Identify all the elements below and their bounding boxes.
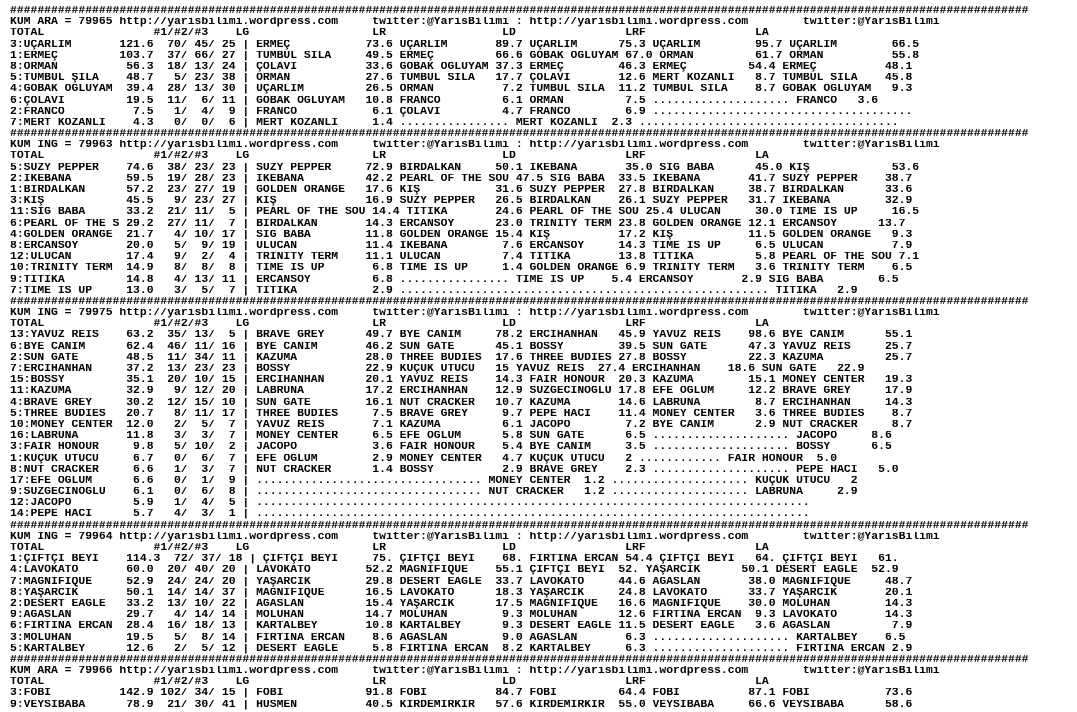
report-line: 15:BOSSY 35.1 20/ 10/ 15 | ERCİHANHAN 20.1 YAVUZ REİS 14.3 FAIR HONOUR 20.3 KAZUMA 15.1 MONEY CENTER 19.3 bbox=[10, 375, 913, 387]
report-line: 11:SIĞ BABA 33.2 21/ 11/ 5 | PEARL OF THE SOU 14.4 TİTİKA 24.6 PEARL OF THE SOU 25.4 ULUCAN 30.0 TIME IS UP 16.5 bbox=[10, 207, 920, 219]
report-line: 3:FOBİ 142.9 102/ 34/ 15 | FOBİ 91.8 FOBİ 84.7 FOBİ 64.4 FOBİ 87.1 FOBİ 73.6 bbox=[10, 688, 913, 700]
report-line: 3:FAIR HONOUR 9.8 5/ 10/ 2 | JACOPO 3.6 FAIR HONOUR 5.4 BYE CANIM 3.5 .................... BOSSY 6.5 bbox=[10, 442, 892, 454]
report-line: 6:ÇOLAVI 19.5 11/ 6/ 11 | GOBAK OĞLUYAM 10.8 FRANCO 6.1 ORMAN 7.5 .................... FRANCO 3.6 bbox=[10, 95, 879, 107]
report-line: 11:KAZUMA 32.9 9/ 12/ 20 | LABRUNA 17.2 ERCİHANHAN 12.9 SÜZGECİNOĞLU 17.8 EFE OĞLUM 12.2 BRAVE GREY 17.9 bbox=[10, 386, 913, 398]
report-line: 3:KIŞ 45.5 9/ 23/ 27 | KIŞ 16.9 SUZY PEPPER 26.5 BİRDALKAN 26.1 SUZY PEPPER 31.7 İKEBANA 32.9 bbox=[10, 196, 913, 208]
report-line: TOTAL #1/#2/#3 LG LR LD LRF LA bbox=[10, 677, 769, 689]
report-line: 8:YAŞARCIK 50.1 14/ 14/ 37 | MAGNİFİQUE 16.5 LAVOKATO 18.3 YAŞARCIK 24.8 LAVOKATO 33.7 YAŞARCIK 20.1 bbox=[10, 587, 913, 599]
report-line: KUM ARA = 79965 http://yarisbilimi.wordpress.com twitter:@YarisBilimi : http://yarisbilimi.wordpress.com twitter:@YarisBilimi bbox=[10, 17, 940, 29]
report-line: 8:ERCANSOY 20.0 5/ 9/ 19 | ULUCAN 11.4 İKEBANA 7.6 ERCANSOY 14.3 TIME IS UP 6.5 ULUCAN 7.9 bbox=[10, 240, 913, 252]
report-line: 7:TIME IS UP 13.0 3/ 5/ 7 | TİTİKA 2.9 ...................................................... TİTİKA 2.9 bbox=[10, 285, 858, 297]
report-line: 5:KARTALBEY 12.6 2/ 5/ 12 | DESERT EAGLE 5.8 FIRTINA ERCAN 8.2 KARTALBEY 6.3 .................... FIRTINA ERCAN 2.9 bbox=[10, 643, 913, 655]
report-line: 2:DESERT EAGLE 33.2 13/ 10/ 22 | AĞASLAN 15.4 YAŞARCIK 17.5 MAGNİFİQUE 16.6 MAGNİFİQUE 30.0 MOLUHAN 14.3 bbox=[10, 598, 913, 610]
report-line: 7:MERT KOZANLI 4.3 0/ 0/ 6 | MERT KOZANLI 1.4 ................ MERT KOZANLI 2.3 ...................................... bbox=[10, 117, 899, 129]
report-line: 5:THREE BUDIES 20.7 8/ 11/ 17 | THREE BUDIES 7.5 BRAVE GREY 9.7 PEPE HACI 11.4 MONEY CENTER 3.6 THREE BUDIES 8.7 bbox=[10, 408, 913, 420]
report-line: 16:LABRUNA 11.8 3/ 3/ 7 | MONEY CENTER 6.5 EFE OĞLUM 5.8 SUN GATE 6.5 .................... JACOPO 8.6 bbox=[10, 431, 892, 443]
report-line: 1:ERMEÇ 103.7 37/ 66/ 27 | TUMBUL SILA 49.5 ERMEÇ 66.6 GOBAK OĞLUYAM 67.0 ORMAN 61.7 ORMAN 55.8 bbox=[10, 50, 920, 62]
report-line: 5:SUZY PEPPER 74.6 38/ 23/ 23 | SUZY PEPPER 72.9 BİRDALKAN 50.1 İKEBANA 35.0 SIĞ BABA 45.0 KIŞ 53.6 bbox=[10, 162, 920, 174]
report-line: KUM ING = 79964 http://yarisbilimi.wordpress.com twitter:@YarisBilimi : http://yarisbilimi.wordpress.com twitter:@YarisBilimi bbox=[10, 531, 940, 543]
report-line: 4:GOLDEN ORANGE 21.7 4/ 10/ 17 | SIĞ BABA 11.8 GOLDEN ORANGE 15.4 KIŞ 17.2 KIŞ 11.5 GOLDEN ORANGE 9.3 bbox=[10, 229, 913, 241]
report-line: 10:TRINITY TERM 14.9 8/ 8/ 8 | TIME IS UP 6.8 TIME IS UP 1.4 GOLDEN ORANGE 6.9 TRINITY TERM 3.6 TRINITY TERM 6.5 bbox=[10, 263, 913, 275]
report-line: 8:ORMAN 56.3 18/ 13/ 24 | ÇOLAVI 33.6 GOBAK OĞLUYAM 37.3 ERMEÇ 46.3 ERMEÇ 54.4 ERMEÇ 48.1 bbox=[10, 61, 913, 73]
report-line: 9:VEYSİBABA 78.9 21/ 30/ 41 | HÜSMEN 40.5 KIRDEMİRKIR 57.6 KIRDEMİRKIR 55.0 VEYSİBABA 66.6 VEYSİBABA 58.6 bbox=[10, 699, 913, 711]
report-line: 2:İKEBANA 59.5 19/ 28/ 23 | İKEBANA 42.2 PEARL OF THE SOU 47.5 SIĞ BABA 33.5 İKEBANA 41.7 SUZY PEPPER 38.7 bbox=[10, 173, 913, 185]
report-line: 3:UÇARLIM 121.6 70/ 45/ 25 | ERMEÇ 73.6 UÇARLIM 89.7 UÇARLIM 75.3 UÇARLIM 95.7 UÇARLIM 66.5 bbox=[10, 39, 920, 51]
report-line: 1:BİRDALKAN 57.2 23/ 27/ 19 | GOLDEN ORANGE 17.6 KIŞ 31.6 SUZY PEPPER 27.8 BİRDALKAN 38.7 BİRDALKAN 33.6 bbox=[10, 185, 913, 196]
report-line: 6:BYE CANIM 62.4 46/ 11/ 16 | BYE CANIM 46.2 SUN GATE 45.1 BOSSY 39.5 SUN GATE 47.3 YAVUZ REİS 25.7 bbox=[10, 341, 913, 353]
report-line: 13:YAVUZ REİS 63.2 35/ 13/ 5 | BRAVE GREY 49.7 BYE CANIM 78.2 ERCİHANHAN 45.9 YAVUZ REİS 98.6 BYE CANIM 55.1 bbox=[10, 330, 913, 342]
report-line: TOTAL #1/#2/#3 LG LR LD LRF LA bbox=[10, 151, 769, 163]
report-line: 9:TİTİKA 14.8 4/ 13/ 11 | ERCANSOY 6.8 ................ TIME IS UP 5.4 ERCANSOY 2.9 SIĞ BABA 6.5 bbox=[10, 274, 899, 286]
report-line: 9:AĞASLAN 29.7 4/ 14/ 14 | MOLUHAN 14.7 MOLUHAN 9.3 MOLUHAN 12.6 FIRTINA ERCAN 9.3 LAVOKATO 14.3 bbox=[10, 610, 913, 622]
report-line: 8:NUT CRACKER 6.6 1/ 3/ 7 | NUT CRACKER 1.4 BOSSY 2.9 BRAVE GREY 2.3 .................... PEPE HACI 5.0 bbox=[10, 464, 899, 476]
report-line: 6:FIRTINA ERCAN 28.4 16/ 18/ 13 | KARTALBEY 10.8 KARTALBEY 9.3 DESERT EAGLE 11.5 DESERT EAGLE 3.6 AĞASLAN 7.9 bbox=[10, 621, 913, 633]
separator-line: ##################################################################################################################################################### bbox=[10, 520, 1029, 532]
separator-line: ##################################################################################################################################################### bbox=[10, 6, 1029, 17]
separator-line: ##################################################################################################################################################### bbox=[10, 296, 1029, 308]
report-line: 12:JACOPO 5.9 1/ 4/ 5 | ................................................................................. bbox=[10, 498, 810, 510]
report-line: TOTAL #1/#2/#3 LG LR LD LRF LA bbox=[10, 28, 769, 40]
report-line: 4:LAVOKATO 60.0 20/ 40/ 20 | LAVOKATO 52.2 MAGNİFİQUE 55.1 ÇİFTÇİ BEYİ 52. YAŞARCIK 50.1 DESERT EAGLE 52.9 bbox=[10, 565, 899, 577]
report-line: 17:EFE OĞLUM 6.6 0/ 1/ 9 | ................................. MONEY CENTER 1.2 .................... KÜÇÜK ÜTÜCÜ 2 bbox=[10, 475, 858, 487]
report-line: 6:PEARL OF THE S 29.2 27/ 11/ 7 | BİRDALKAN 14.3 ERCANSOY 23.0 TRINITY TERM 23.8 GOLDEN ORANGE 12.1 ERCANSOY 13.7 bbox=[10, 218, 906, 230]
report-line: 2:FRANCO 7.5 1/ 4/ 9 | FRANCO 6.1 ÇOLAVI 4.7 FRANCO 6.9 ...................................... bbox=[10, 106, 913, 118]
report-line: TOTAL #1/#2/#3 LG LR LD LRF LA bbox=[10, 543, 769, 554]
report-line: 3:MOLUHAN 19.5 5/ 8/ 14 | FIRTINA ERCAN 8.6 AĞASLAN 9.0 AĞASLAN 6.3 .................... KARTALBEY 6.5 bbox=[10, 632, 906, 644]
report-line: 7:MAGNİFİQUE 52.9 24/ 24/ 20 | YAŞARCIK 29.8 DESERT EAGLE 33.7 LAVOKATO 44.6 AĞASLAN 38.0 MAGNİFİQUE 48.7 bbox=[10, 576, 913, 588]
separator-line: ##################################################################################################################################################### bbox=[10, 129, 1029, 141]
report-line: 10:MONEY CENTER 12.0 2/ 5/ 7 | YAVUZ REİS 7.1 KAZUMA 6.1 JACOPO 7.2 BYE CANIM 2.9 NUT CRACKER 8.7 bbox=[10, 419, 913, 431]
report-line: 9:SÜZGECİNOĞLU 6.1 0/ 6/ 8 | ................................. NUT CRACKER 1.2 .................... LABRUNA 2.9 bbox=[10, 487, 858, 499]
report-line: 4:GOBAK OĞLUYAM 39.4 28/ 13/ 30 | UÇARLIM 26.5 ORMAN 7.2 TUMBUL SILA 11.2 TUMBUL SILA 8.7 GOBAK OĞLUYAM 9.3 bbox=[10, 84, 913, 96]
report-line: 7:ERCİHANHAN 37.2 13/ 23/ 23 | BOSSY 22.9 KÜÇÜK ÜTÜCÜ 15 YAVUZ REİS 27.4 ERCİHANHAN 18.6 SUN GATE 22.9 bbox=[10, 364, 865, 375]
report-line: 12:ULUCAN 17.4 9/ 2/ 4 | TRINITY TERM 11.1 ULUCAN 7.4 TİTİKA 13.8 TİTİKA 5.8 PEARL OF THE SOU 7.1 bbox=[10, 252, 920, 264]
report-line: 1:ÇİFTÇİ BEYİ 114.3 72/ 37/ 18 | ÇİFTÇİ BEYİ 75. ÇİFTÇİ BEYİ 68. FIRTINA ERCAN 54.4 ÇİFTÇİ BEYİ 64. ÇİFTÇİ BEYİ 61. bbox=[10, 554, 899, 566]
report-line: 5:TUMBUL ŞILA 48.7 5/ 23/ 38 | ORMAN 27.6 TUMBUL SILA 17.7 ÇOLAVI 12.6 MERT KOZANLI 8.7 TUMBUL SILA 45.8 bbox=[10, 73, 913, 85]
report-line: 1:KÜÇÜK ÜTÜCÜ 6.7 0/ 6/ 7 | EFE OĞLUM 2.9 MONEY CENTER 4.7 KÜÇÜK ÜTÜCÜ 2 ............ FAIR HONOUR 5.0 bbox=[10, 453, 838, 465]
report-line: 14:PEPE HACI 5.7 4/ 3/ 1 | ................................................................................. bbox=[10, 509, 810, 521]
report-line: KUM ARA = 79966 http://yarisbilimi.wordpress.com twitter:@YarisBilimi : http://yarisbilimi.wordpress.com twitter:@YarisBilimi bbox=[10, 666, 940, 678]
report-line: KUM ING = 79963 http://yarisbilimi.wordpress.com twitter:@YarisBilimi : http://yarisbilimi.wordpress.com twitter:@YarisBilimi bbox=[10, 140, 940, 152]
report-line: 2:SUN GATE 48.5 11/ 34/ 11 | KAZUMA 28.0 THREE BUDIES 17.6 THREE BUDIES 27.8 BOSSY 22.3 KAZUMA 25.7 bbox=[10, 352, 913, 364]
report-line: TOTAL #1/#2/#3 LG LR LD LRF LA bbox=[10, 319, 769, 331]
report-line: KUM ING = 79975 http://yarisbilimi.wordpress.com twitter:@YarisBilimi : http://yarisbilimi.wordpress.com twitter:@YarisBilimi bbox=[10, 308, 940, 320]
report-line: 4:BRAVE GREY 30.2 12/ 15/ 10 | SUN GATE 16.1 NUT CRACKER 10.7 KAZUMA 14.6 LABRUNA 8.7 ERCİHANHAN 14.3 bbox=[10, 397, 913, 409]
separator-line: ##################################################################################################################################################### bbox=[10, 654, 1029, 666]
